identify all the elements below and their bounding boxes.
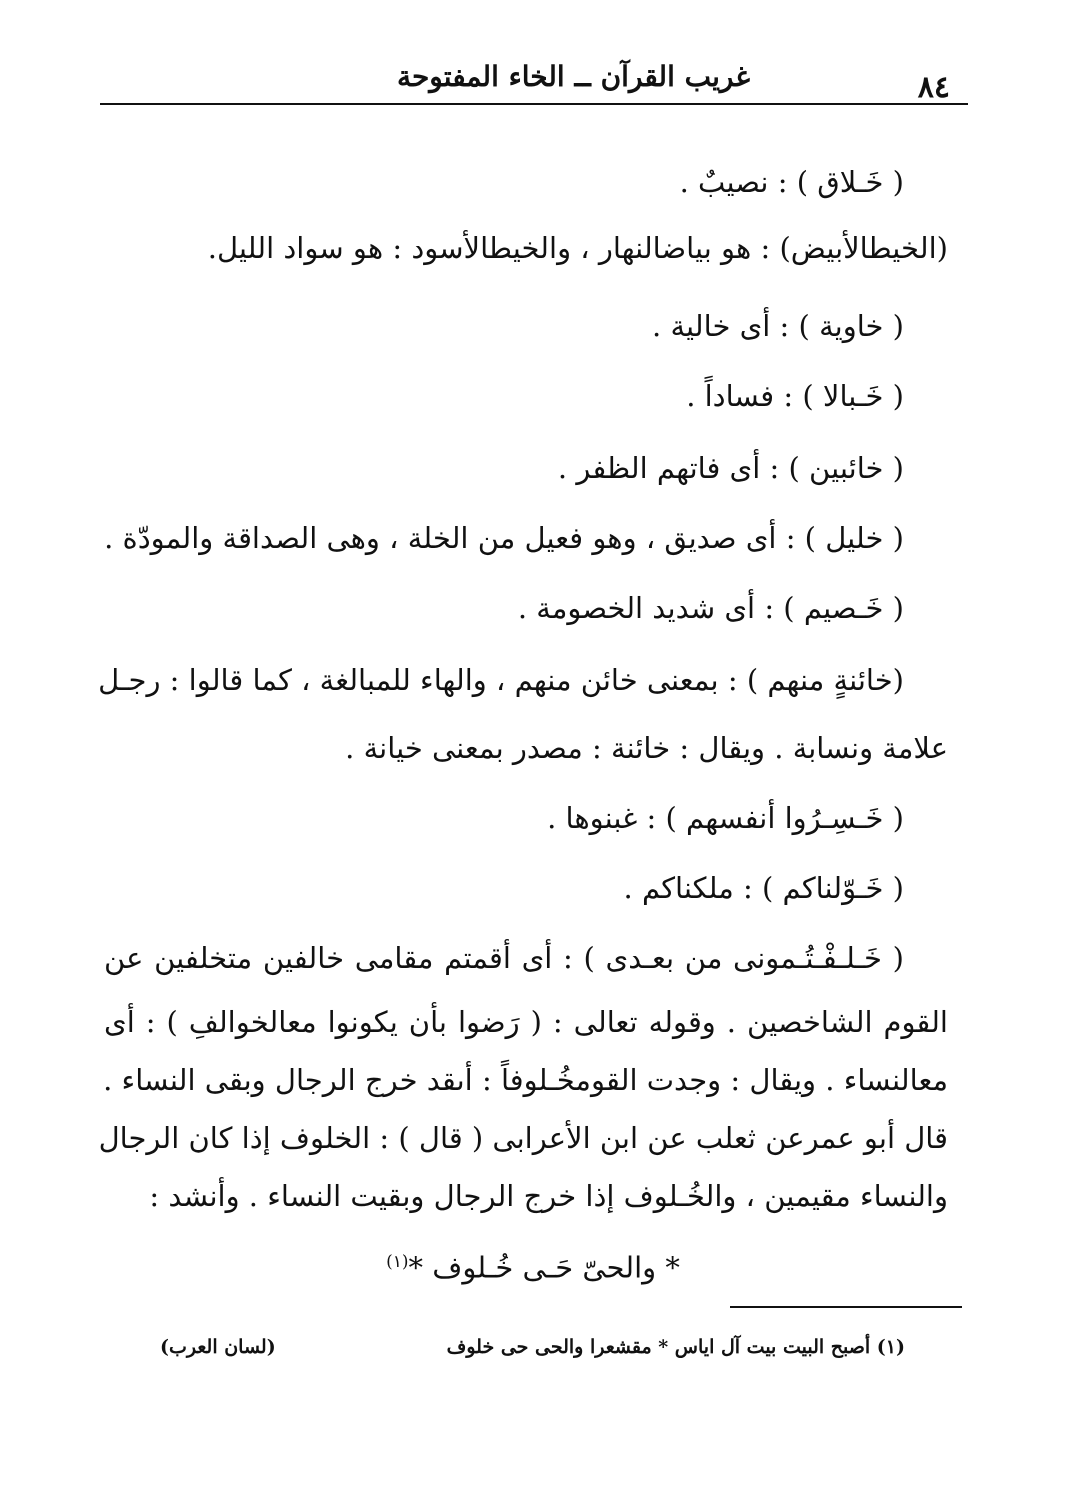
- footnote-rule: [730, 1306, 962, 1308]
- entry-line: ( خائبين ) : أى فاتهم الظفر .: [557, 451, 904, 485]
- header-rule: [100, 103, 968, 105]
- entry-line: معالنساء . ويقال : وجدت القومخُـلوفاً : أىقد خرج الرجال وبقى النساء .: [103, 1063, 948, 1097]
- verse-line: [0, 1242, 1066, 1288]
- footnote-source: (لسان العرب): [160, 1336, 276, 1358]
- entry-line: قال أبو عمرعن ثعلب عن ابن الأعرابى ( قال ) : الخلوف إذا كان الرجال: [98, 1121, 948, 1155]
- running-head: غريب القرآن ــ الخاء المفتوحة: [396, 60, 750, 93]
- entry-line: ( خَـوّلناكم ) : ملكناكم .: [623, 871, 904, 905]
- entry-line: ( خاوية ) : أى خالية .: [652, 309, 904, 343]
- footnote-text: (١) أصبح البيت بيت آل اياس * مقشعرا والحى حى خلوف: [446, 1336, 905, 1358]
- entry-line: (الخيطالأبيض) : هو بياضالنهار ، والخيطالأسود : هو سواد الليل.: [207, 231, 948, 265]
- entry-line: (خائنةٍ منهم ) : بمعنى خائن منهم ، والهاء للمبالغة ، كما قالوا : رجـل: [98, 663, 904, 697]
- entry-line: ( خَـبالا ) : فساداً .: [686, 379, 904, 413]
- entry-line: ( خَـلاق ) : نصيبٌ .: [679, 165, 904, 199]
- entry-line: ( خليل ) : أى صديق ، وهو فعيل من الخلة ، وهى الصداقة والمودّة .: [104, 521, 904, 555]
- page-number: ٨٤: [917, 70, 950, 105]
- entry-line: والنساء مقيمين ، والخُـلوف إذا خرج الرجال وبقيت النساء . وأنشد :: [149, 1179, 948, 1213]
- entry-line: القوم الشاخصين . وقوله تعالى : ( رَضوا بأن يكونوا معالخوالفِ ) : أى: [104, 1005, 948, 1039]
- footnote-marker: (١): [386, 1252, 409, 1272]
- entry-line: علامة ونسابة . ويقال : خائنة : مصدر بمعنى خيانة .: [345, 731, 948, 765]
- page-header: [100, 50, 970, 110]
- entry-line: ( خَـسِـرُوا أنفسهم ) : غبنوها .: [547, 801, 904, 835]
- entry-line: ( خَـلـفْـتُـمونى من بعـدى ) : أى أقمتم مقامى خالفين متخلفين عن: [104, 941, 904, 975]
- entry-line: ( خَـصيم ) : أى شديد الخصومة .: [517, 591, 904, 625]
- verse-text: * والحىّ حَـى خُـلوف *: [408, 1250, 680, 1285]
